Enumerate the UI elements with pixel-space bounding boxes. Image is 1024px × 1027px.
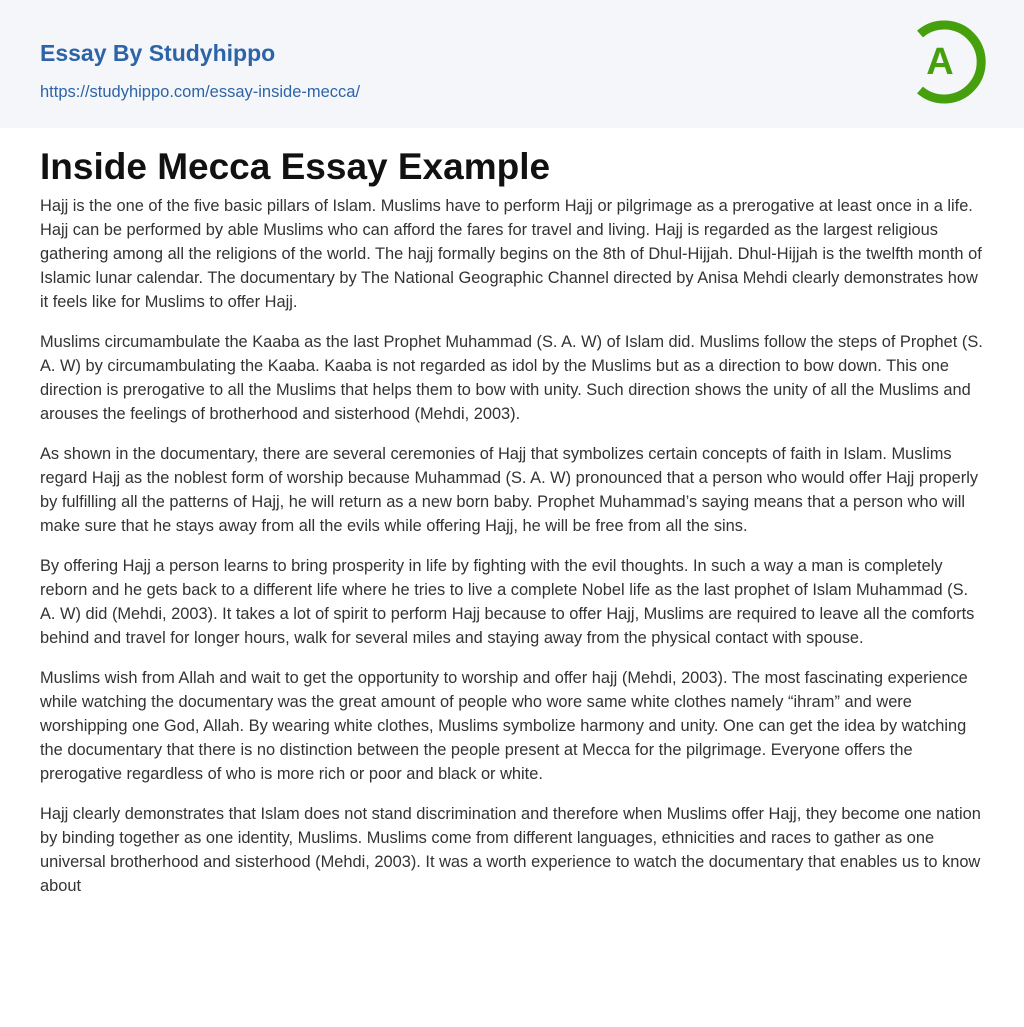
- essay-paragraph: By offering Hajj a person learns to bring prosperity in life by fighting with the evil thoughts. In such a way a man is completely reborn and he gets back to a different life where he tries to live a complete Nobel life as the last prophet of Islam Muhammad (S. A. W) did (Mehdi, 2003). It takes a lot of spirit to perform Hajj because to offer Hajj, Muslims are required to leave all the comforts behind and travel for longer hours, walk for several miles and staying away from the physical contact with spouse.: [40, 557, 975, 647]
- essay-paragraph: Hajj clearly demonstrates that Islam does not stand discrimination and therefore when Muslims offer Hajj, they become one nation by binding together as one identity, Muslims. Muslims come from different languages, ethnicities and races to gather as one universal brotherhood and sisterhood (Mehdi, 2003). It was a worth experience to watch the documentary that enables us to know about: [40, 805, 981, 895]
- page-title: Inside Mecca Essay Example: [40, 146, 551, 187]
- logo-letter: A: [926, 41, 954, 83]
- essay-paragraph: As shown in the documentary, there are several ceremonies of Hajj that symbolizes certain concepts of faith in Islam. Muslims regard Hajj as the noblest form of worship because Muhammad (S. A. W) pronounced that a person who would offer Hajj properly by fulfilling all the patterns of Hajj, he will return as a new born baby. Prophet Muhammad’s saying means that a person who will make sure that he stays away from all the evils while offering Hajj, he will be free from all the sins.: [40, 445, 979, 535]
- source-url-link[interactable]: https://studyhippo.com/essay-inside-mecca/: [40, 83, 361, 101]
- essay-paragraph: Muslims wish from Allah and wait to get the opportunity to worship and offer hajj (Mehdi, 2003). The most fascinating experience while watching the documentary was the great amount of people who wore same white clothes namely “ihram” and were worshipping one God, Allah. By wearing white clothes, Muslims symbolize harmony and unity. One can get the idea by watching the documentary that there is no distinction between the people present at Mecca for the pilgrimage. Everyone offers the prerogative regardless of who is more rich or poor and black or white.: [40, 669, 968, 783]
- brand-title: Essay By Studyhippo: [40, 40, 276, 66]
- essay-body: [40, 194, 986, 914]
- studyhippo-logo[interactable]: [912, 20, 986, 104]
- essay-paragraph: Muslims circumambulate the Kaaba as the last Prophet Muhammad (S. A. W) of Islam did. Muslims follow the steps of Prophet (S. A. W) by circumambulating the Kaaba. Kaaba is not regarded as idol by the Muslims but as a direction to bow down. This one direction is prerogative to all the Muslims that helps them to bow with unity. Such direction shows the unity of all the Muslims and arouses the feelings of brotherhood and sisterhood (Mehdi, 2003).: [40, 333, 983, 423]
- essay-paragraph: Hajj is the one of the five basic pillars of Islam. Muslims have to perform Hajj or pilgrimage as a prerogative at least once in a life. Hajj can be performed by able Muslims who can afford the fares for travel and living. Hajj is regarded as the largest religious gathering among all the religions of the world. The hajj formally begins on the 8th of Dhul-Hijjah. Dhul-Hijjah is the twelfth month of Islamic lunar calendar. The documentary by The National Geographic Channel directed by Anisa Mehdi clearly demonstrates how it feels like for Muslims to offer Hajj.: [40, 197, 982, 311]
